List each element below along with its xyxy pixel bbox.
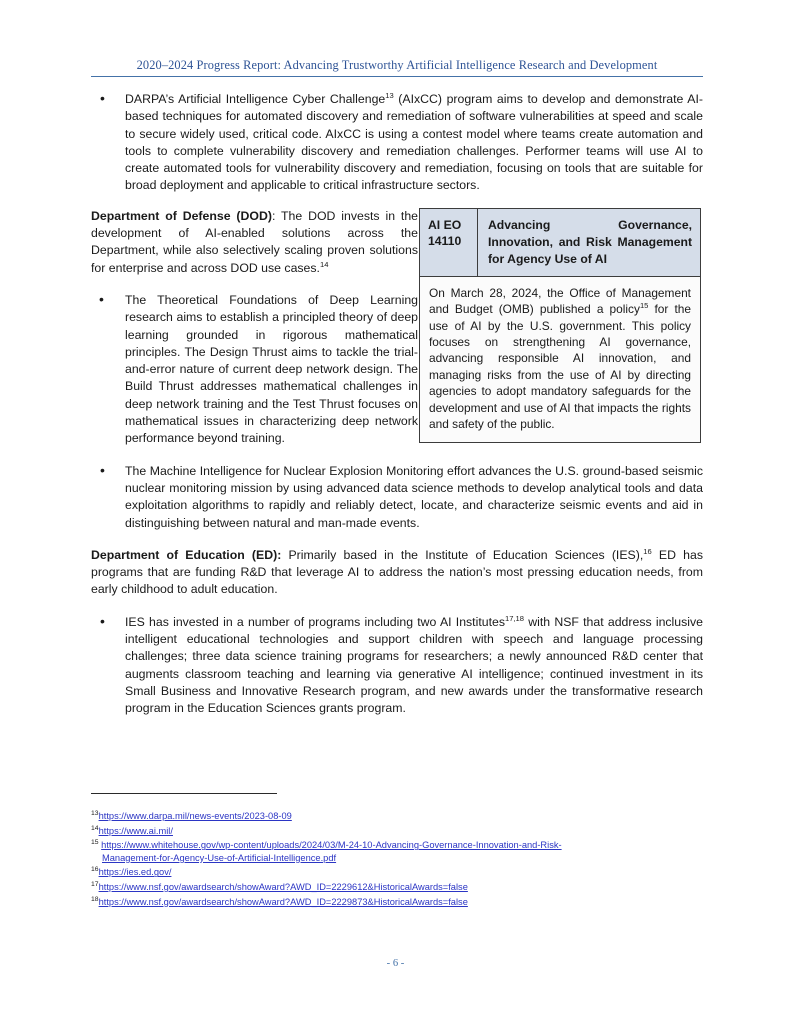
body-content [91,91,703,718]
footnotes-section [91,793,703,910]
footnote-15-link-part2[interactable]: Management-for-Agency-Use-of-Artificial-Intelligence.pdf [102,852,337,863]
footnote-ref-17-18[interactable]: 17,18 [505,613,525,623]
footnote-13-link[interactable]: https://www.darpa.mil/news-events/2023-08-09 [98,811,292,821]
callout-header [420,209,700,277]
callout-eo-label [420,209,478,276]
footnote-ref-14[interactable]: 14 [319,259,329,269]
footnote-18-number: 18 [91,895,99,903]
footnote-17 [91,881,703,894]
bullet-list-ies [91,614,703,718]
footnote-17-link[interactable]: https://www.nsf.gov/awardsearch/showAward?AWD_ID=2229612&HistoricalAwards=false [98,881,468,892]
running-header: 2020–2024 Progress Report: Advancing Trustworthy Artificial Intelligence Research and Development [91,58,703,77]
footnote-14-link[interactable]: https://www.ai.mil/ [98,825,173,836]
callout-eo-line2: 14110 [428,234,462,249]
footnote-16-link[interactable]: https://ies.ed.gov/ [98,867,172,878]
bullet-ies-text-2: with NSF that address inclusive intelligent educational technologies and support children with speech and language processing challenges; three data science training programs for researchers; a newly announced R&D center that augments classroom teaching and learning via generative AI intelligence; continued investment in its Small Business and Innovative Research program, and new awards under the transformative research program in the Education Sciences grants program. [125,614,703,716]
bullet-darpa-aixcc [100,91,703,195]
footnote-15-link-continued [91,852,703,865]
footnote-ref-15[interactable]: 15 [639,301,649,311]
callout-title: Advancing Governance, Innovation, and Risk Management for Agency Use of AI [488,217,692,266]
spacer [91,277,418,292]
callout-body-text-1: On March 28, 2024, the Office of Management and Budget (OMB) published a policy [429,285,691,317]
footnote-15-link[interactable]: https://www.whitehouse.gov/wp-content/uploads/2024/03/M-24-10-Advancing-Governance-Innovation-and-Risk- [101,840,562,851]
ed-lead-label: Department of Education (ED): [91,547,282,562]
page-content [91,58,703,718]
dod-paragraph [91,208,418,277]
ed-paragraph-text-1: Primarily based in the Institute of Education Sciences (IES), [281,547,644,562]
ed-paragraph-text-2: ED has programs that are funding R&D that leverage AI to address the nation’s most pressing education needs, from early childhood to adult education. [91,547,703,597]
dod-paragraph-text: : The DOD invests in the development of AI-enabled solutions across the Department, while also selectively scaling proven solutions for enterprise and across DOD use cases. [91,208,419,275]
footnote-18 [91,896,703,909]
footnote-ref-13[interactable]: 13 [385,90,394,100]
footnote-14 [91,825,703,838]
callout-body-text-2: for the use of AI by the U.S. government. This policy focuses on strengthening AI governance, advancing responsible AI innovation, and managing risks from the use of AI by directing agencies to adopt mandatory safeguards for the development and use of AI that impacts the rights and safety of the public. [429,302,692,432]
bullet-darpa-text-2: (AIxCC) program aims to develop and demonstrate AI-based techniques for automated discovery and remediation of software vulnerabilities at speed and scale to secure widely used, critical code. AIxCC is using a contest model where teams create automation and tools to complete vulnerability discovery and remediation challenges. Performer teams will use AI to create automated tools for vulnerability discovery and remediation, focusing on tools that are suitable for broad deployment and applicable to critical infrastructure sectors. [125,92,703,193]
footnote-15 [91,839,703,864]
bullet-nuclear-explosion-monitoring: • The Machine Intelligence for Nuclear Explosion Monitoring effort advances the U.S. ground-based seismic nuclear monitoring mission by using advanced data science methods to develop analytical tools and data exploitation algorithms to rapidly and reliably detect, locate, and characterize seismic events and aid in distinguishing between natural and man-made events. [100,463,703,532]
footnote-13-number: 13 [91,809,99,817]
bullet-list-nuclear [91,463,703,532]
bullet-theoretical-foundations: • The Theoretical Foundations of Deep Learning research aims to establish a principled theory of deep learning grounded in rigorous mathematical principles. The Design Thrust aims to tackle the trial-and-error nature of current deep network design. The Build Thrust addresses mathematical challenges in deep network training and the Test Thrust focuses on mathematical issues in characterizing deep network performance beyond training. [99,292,418,448]
dod-lead-label: Department of Defense (DOD) [91,208,272,223]
spacer [91,599,703,614]
bullet-ies-text-1: IES has invested in a number of programs including two AI Institutes [125,614,505,629]
bullet-darpa-text-1: DARPA’s Artificial Intelligence Cyber Challenge [125,92,386,106]
footnote-16 [91,866,703,879]
callout-eo-line1: AI EO [428,217,462,232]
footnote-18-link[interactable]: https://www.nsf.gov/awardsearch/showAward?AWD_ID=2229873&HistoricalAwards=false [98,896,468,907]
footnote-13 [91,810,703,823]
footnote-separator-rule [91,793,277,794]
footnote-ref-16[interactable]: 16 [643,546,652,556]
spacer [91,532,703,547]
dod-section [91,208,703,448]
page-number: - 6 - [386,958,405,969]
footnote-17-number: 17 [91,880,99,888]
ed-paragraph [91,547,703,599]
bullet-list-theoretical [91,292,418,448]
spacer [91,448,703,463]
callout-body [420,277,700,443]
callout-box-ai-eo-14110 [419,208,701,444]
bullet-list-darpa [91,91,703,195]
footnote-14-number: 14 [91,824,99,832]
bullet-ies-programs [100,614,703,718]
footnote-15-number: 15 [91,839,99,847]
footnote-16-number: 16 [91,866,99,874]
dod-left-column [91,208,418,448]
